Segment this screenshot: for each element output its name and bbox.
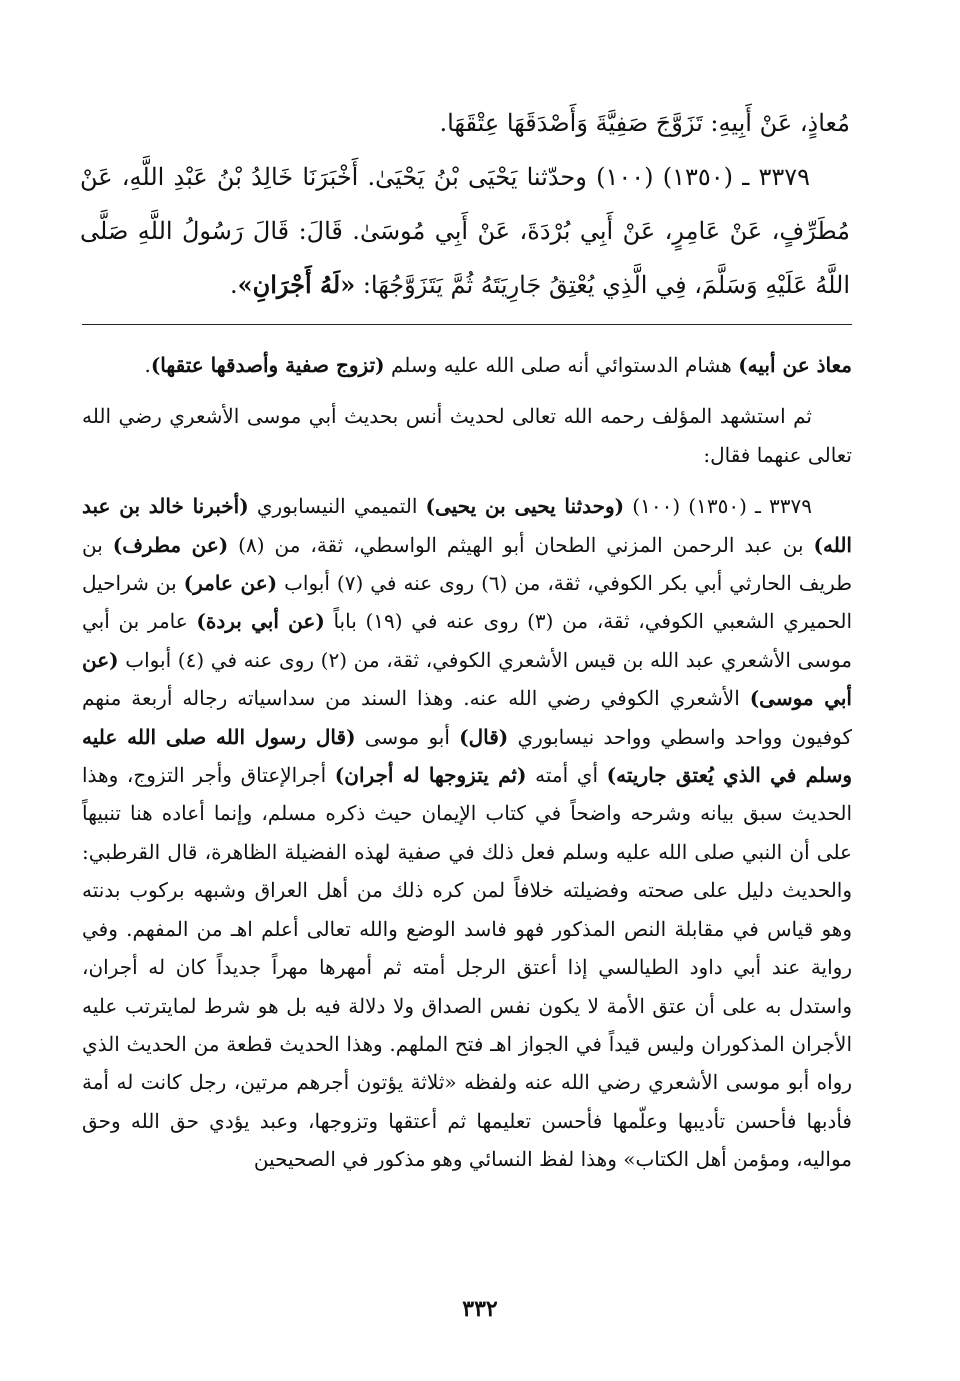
hadith-text [80,96,850,312]
footnote-divider [82,324,852,325]
hadith-body: وحدّثنا يَحْيَى بْنُ يَحْيَىٰ. أَخْبَرَنَا خَالِدُ بْنُ عَبْدِ اللَّهِ، عَنْ مُطَرِّفٍ، عَنْ عَامِرٍ، عَنْ أَبِي بُرْدَةَ، عَنْ أَبِي مُوسَىٰ. قَالَ: قَالَ رَسُولُ اللَّهِ صَلَّى اللَّهُ عَلَيْهِ وَسَلَّمَ، فِي الَّذِي يُعْتِقُ جَارِيَتَهُ ثُمَّ يَتَزَوَّجُهَا: [80,163,850,299]
commentary-paragraph-1: معاذ عن أبيه) هشام الدستوائي أنه صلى الله عليه وسلم (تزوج صفية وأصدقها عتقها). [144,353,852,377]
page-number: ٣٣٢ [462,1296,498,1322]
hadith-quote: «لَهُ أَجْرَانِ» [237,270,356,299]
commentary-paragraph-2: ثم استشهد المؤلف رحمه الله تعالى لحديث أنس بحديث أبي موسى الأشعري رضي الله تعالى عنهما فقال: [82,404,852,467]
hadith-number: ٣٣٧٩ ـ (١٣٥٠) (١٠٠) [596,163,811,191]
hadith-line-continuation: مُعاذٍ، عَنْ أَبِيهِ: تَزَوَّجَ صَفِيَّةَ وَأَصْدَقَهَا عِتْقَهَا. [439,109,850,137]
commentary-paragraph-3: ٣٣٧٩ ـ (١٣٥٠) (١٠٠) (وحدثنا يحيى بن يحيى) التميمي النيسابوري (أخبرنا خالد بن عبد الله) بن عبد الرحمن المزني الطحان أبو الهيثم الواسطي، ثقة، من (٨) (عن مطرف) بن طريف الحارثي أبي بكر الكوفي، ثقة، من (٦) روى عنه في (٧) أبواب (عن عامر) بن شراحيل الحميري الشعبي الكوفي، ثقة، من (٣) روى عنه في (١٩) باباً (عن أبي بردة) عامر بن أبي موسى الأشعري عبد الله بن قيس الأشعري الكوفي، ثقة، من (٢) روى عنه في (٤) أبواب (عن أبي موسى) الأشعري الكوفي رضي الله عنه. وهذا السند من سداسياته رجاله أربعة منهم كوفيون وواحد واسطي وواحد نيسابوري (قال) أبو موسى (قال رسول الله صلى الله عليه وسلم في الذي يُعتق جاريته) أي أمته (ثم يتزوجها له أجران) أجرالإعتاق وأجر التزوج، وهذا الحديث سبق بيانه وشرحه واضحاً في كتاب الإيمان حيث ذكره مسلم، وإنما أعاده هنا تنبيهاً على أن النبي صلى الله عليه وسلم فعل ذلك في صفية لهذه الفضيلة الظاهرة، قال القرطبي: والحديث دليل على صحته وفضيلته خلافاً لمن كره ذلك من أهل العراق وشبهه بركوب بدنته وهو قياس في مقابلة النص المذكور فهو فاسد الوضع والله تعالى أعلم اهـ من المفهم. وفي رواية عند أبي داود الطيالسي إذا أعتق الرجل أمته ثم أمهرها مهراً جديداً كان له أجران، واستدل به على أن عتق الأمة لا يكون نفس الصداق ولا دلالة فيه بل هو شرط لمايترتب عليه الأجران المذكوران وليس قيداً في الجواز اهـ فتح الملهم. وهذا الحديث قطعة من الحديث الذي رواه أبو موسى الأشعري رضي الله عنه ولفظه «ثلاثة يؤتون أجرهم مرتين، رجل كانت له أمة فأدبها فأحسن تأديبها وعلّمها فأحسن تعليمها ثم أعتقها وتزوجها، وعبد يؤدي حق الله وحق مواليه، ومؤمن أهل الكتاب» وهذا لفظ النسائي وهو مذكور في الصحيحين [82,494,853,1172]
hadith-3379: ٣٣٧٩ ـ (١٣٥٠) (١٠٠) وحدّثنا يَحْيَى بْنُ يَحْيَىٰ. أَخْبَرَنَا خَالِدُ بْنُ عَبْدِ اللَّهِ، عَنْ مُطَرِّفٍ، عَنْ عَامِرٍ، عَنْ أَبِي بُرْدَةَ، عَنْ أَبِي مُوسَىٰ. قَالَ: قَالَ رَسُولُ اللَّهِ صَلَّى اللَّهُ عَلَيْهِ وَسَلَّمَ، فِي الَّذِي يُعْتِقُ جَارِيَتَهُ ثُمَّ يَتَزَوَّجُهَا: «لَهُ أَجْرَانِ». [80,163,850,299]
commentary-text [82,346,852,1179]
